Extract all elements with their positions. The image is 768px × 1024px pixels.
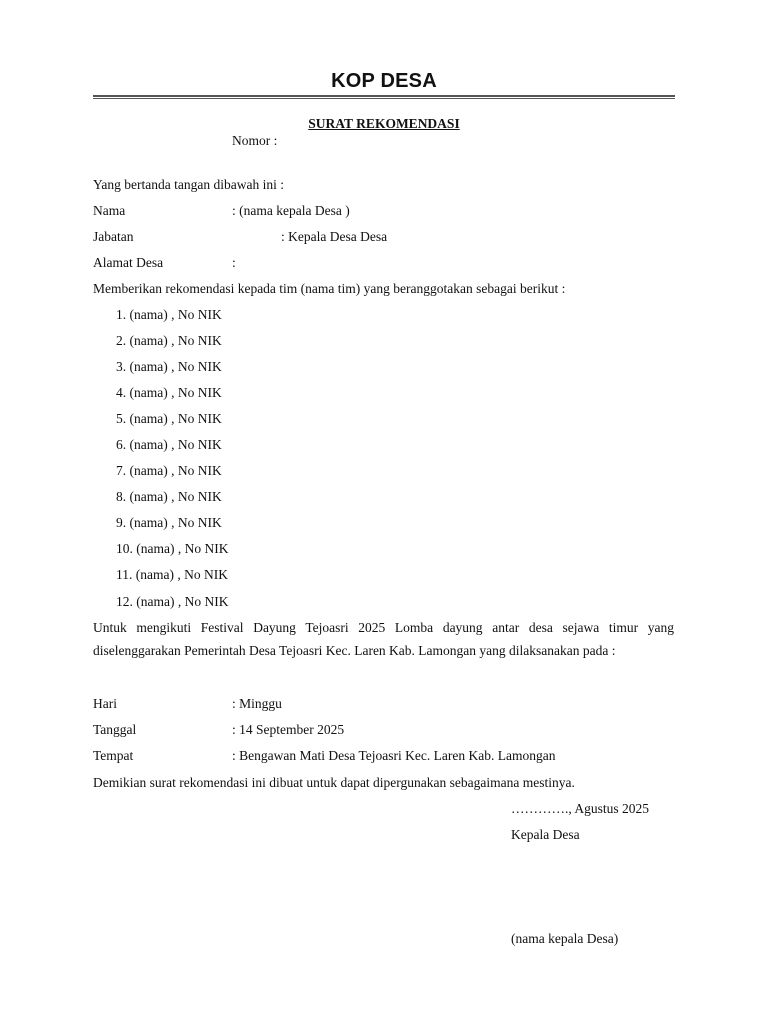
kop-divider-thin (93, 98, 675, 99)
member-text: (nama) , No NIK (129, 307, 222, 322)
member-item (116, 359, 222, 375)
member-number: 1. (116, 307, 127, 322)
member-item (116, 463, 222, 479)
member-item (116, 489, 222, 505)
member-item (116, 515, 222, 531)
signature-name: (nama kepala Desa) (511, 931, 619, 946)
letter-number-label: Nomor : (232, 133, 278, 148)
member-number: 3. (116, 359, 127, 374)
signer-address-value: : (232, 255, 236, 270)
member-number: 2. (116, 333, 127, 348)
signer-address-label: Alamat Desa (93, 255, 164, 270)
member-text: (nama) , No NIK (129, 489, 222, 504)
signature-role: Kepala Desa (511, 827, 580, 842)
member-text: (nama) , No NIK (129, 515, 222, 530)
event-place-value: : Bengawan Mati Desa Tejoasri Kec. Laren Kab. Lamongan (232, 748, 556, 763)
member-item (116, 541, 228, 557)
purpose-paragraph: Untuk mengikuti Festival Dayung Tejoasri 2025 Lomba dayung antar desa sejawa timur yang diselenggarakan Pemerintah Desa Tejoasri Kec. Laren Kab. Lamongan yang dilaksanakan pada : (93, 620, 674, 658)
member-item (116, 411, 222, 427)
signer-name-value: : (nama kepala Desa ) (232, 203, 350, 218)
member-item (116, 567, 228, 583)
kop-divider-thick (93, 95, 675, 97)
member-number: 5. (116, 411, 127, 426)
event-date-label: Tanggal (93, 722, 137, 737)
member-item (116, 333, 222, 349)
member-number: 9. (116, 515, 127, 530)
member-item (116, 307, 222, 323)
member-text: (nama) , No NIK (129, 385, 222, 400)
member-text: (nama) , No NIK (129, 411, 222, 426)
member-number: 7. (116, 463, 127, 478)
member-text: (nama) , No NIK (129, 333, 222, 348)
member-number: 12. (116, 594, 133, 609)
event-day-label: Hari (93, 696, 117, 711)
signature-date: …………., Agustus 2025 (511, 801, 650, 816)
member-number: 8. (116, 489, 127, 504)
event-place-label: Tempat (93, 748, 134, 763)
member-text: (nama) , No NIK (129, 437, 222, 452)
event-day-value: : Minggu (232, 696, 282, 711)
recommendation-line: Memberikan rekomendasi kepada tim (nama tim) yang beranggotakan sebagai berikut : (93, 281, 566, 296)
signer-position-value: : Kepala Desa Desa (281, 229, 388, 244)
member-number: 4. (116, 385, 127, 400)
closing-line: Demikian surat rekomendasi ini dibuat untuk dapat dipergunakan sebagaimana mestinya. (93, 775, 575, 790)
member-number: 11. (116, 567, 133, 582)
event-date-value: : 14 September 2025 (232, 722, 345, 737)
member-text: (nama) , No NIK (129, 463, 222, 478)
member-text: (nama) , No NIK (136, 541, 229, 556)
member-text: (nama) , No NIK (135, 567, 228, 582)
opening-line: Yang bertanda tangan dibawah ini : (93, 177, 284, 192)
member-number: 10. (116, 541, 133, 556)
signer-name-label: Nama (93, 203, 126, 218)
kop-desa-heading: KOP DESA (331, 70, 437, 92)
signer-position-label: Jabatan (93, 229, 134, 244)
member-text: (nama) , No NIK (129, 359, 222, 374)
member-item (116, 594, 228, 610)
member-item (116, 437, 222, 453)
member-item (116, 385, 222, 401)
letter-title: SURAT REKOMENDASI (308, 116, 460, 131)
member-number: 6. (116, 437, 127, 452)
member-text: (nama) , No NIK (136, 594, 229, 609)
